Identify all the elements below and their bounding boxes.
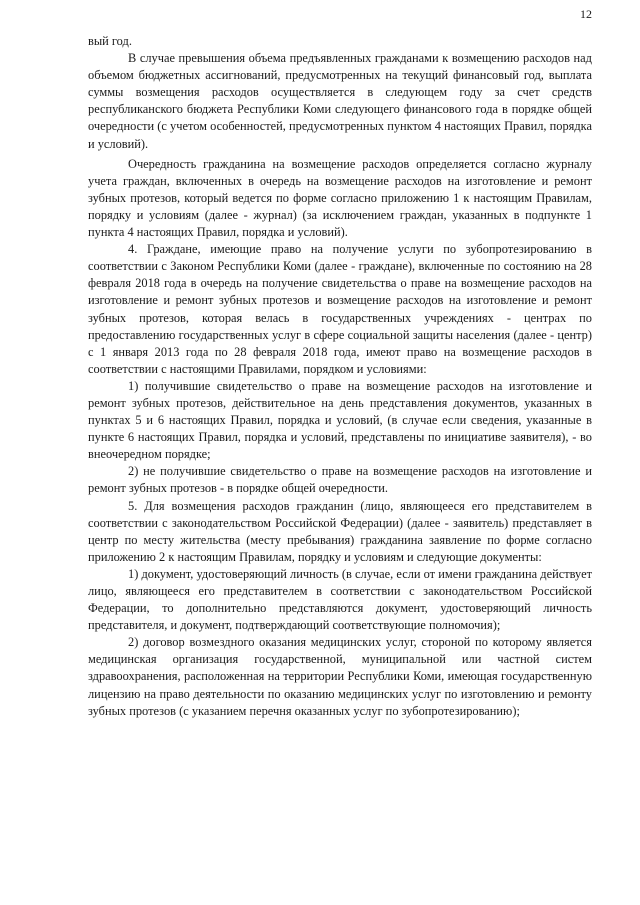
document-body [88,33,592,720]
paragraph-item-5-1: 1) документ, удостоверяющий личность (в случае, если от имени гражданина действует лицо, являющееся его представителем в соответствии с законодательством Российской Федерации, то дополнительно представляются документ, удостоверяющий личность представителя, и документ, подтверждающий соответствующие полномочия); [88,566,592,633]
paragraph-item-5: 5. Для возмещения расходов гражданин (лицо, являющееся его представителем в соответствии с законодательством Российской Федерации) (далее - заявитель) представляет в центр по месту жительства (месту пребывания) гражданина заявление по форме согласно приложению 2 к настоящим Правилам, порядку и условиям и следующие документы: [88,498,592,564]
paragraph-queue-order: Очередность гражданина на возмещение расходов определяется согласно журналу учета граждан, включенных в очередь на возмещение расходов на изготовление и ремонт зубных протезов, который ведется по форме согласно приложению 1 к настоящим Правилам, порядку и условиям (далее - журнал) (за исключением граждан, указанных в подпункте 1 пункта 4 настоящих Правил, порядка и условий). [88,156,592,240]
paragraph-excess-claims: В случае превышения объема предъявленных гражданами к возмещению расходов над объемом бюджетных ассигнований, предусмотренных на текущий финансовый год, выплата суммы возмещения расходов осуществляется в следующем году за счет средств республиканского бюджета Республики Коми следующего финансового года в порядке общей очередности (с учетом особенностей, предусмотренных пунктом 4 настоящих Правил, порядка и условий). [88,51,592,151]
paragraph-item-4-2: 2) не получившие свидетельство о праве на возмещение расходов на изготовление и ремонт зубных протезов - в порядке общей очередности. [88,464,592,496]
page-number: 12 [580,7,592,21]
paragraph-item-5-2: 2) договор возмездного оказания медицинских услуг, стороной по которому является медицинская организация государственной, муниципальной или частной систем здравоохранения, расположенная на территории Республики Коми, имеющая государственную лицензию на право деятельности по оказанию медицинских услуг по изготовлению и ремонту зубных протезов (с указанием перечня оказанных услуг по зубопротезированию); [88,635,592,718]
paragraph-item-4: 4. Граждане, имеющие право на получение услуги по зубопротезированию в соответствии с Законом Республики Коми (далее - граждане), включенные по состоянию на 28 февраля 2018 года в очередь на получение свидетельства о праве на возмещение расходов на изготовление и ремонт зубных протезов и возмещение расходов на изготовление и ремонт зубных протезов, которая велась в государственных учреждениях - центрах по предоставлению государственных услуг в сфере социальной защиты населения (далее - центр) с 1 января 2013 года по 28 февраля 2018 года, имеют право на возмещение расходов в соответствии с настоящими Правилами, порядком и условиями: [88,242,592,376]
paragraph-item-4-1: 1) получившие свидетельство о праве на возмещение расходов на изготовление и ремонт зубных протезов, действительное на день представления документов, указанных в пунктах 5 и 6 настоящих Правил, порядка и условий, (в случае если сведения, указанные в пункте 6 настоящих Правил, порядка и условий, представлены по инициативе заявителя), - во внеочередном порядке; [88,378,592,462]
paragraph-continuation: вый год. [88,34,132,48]
